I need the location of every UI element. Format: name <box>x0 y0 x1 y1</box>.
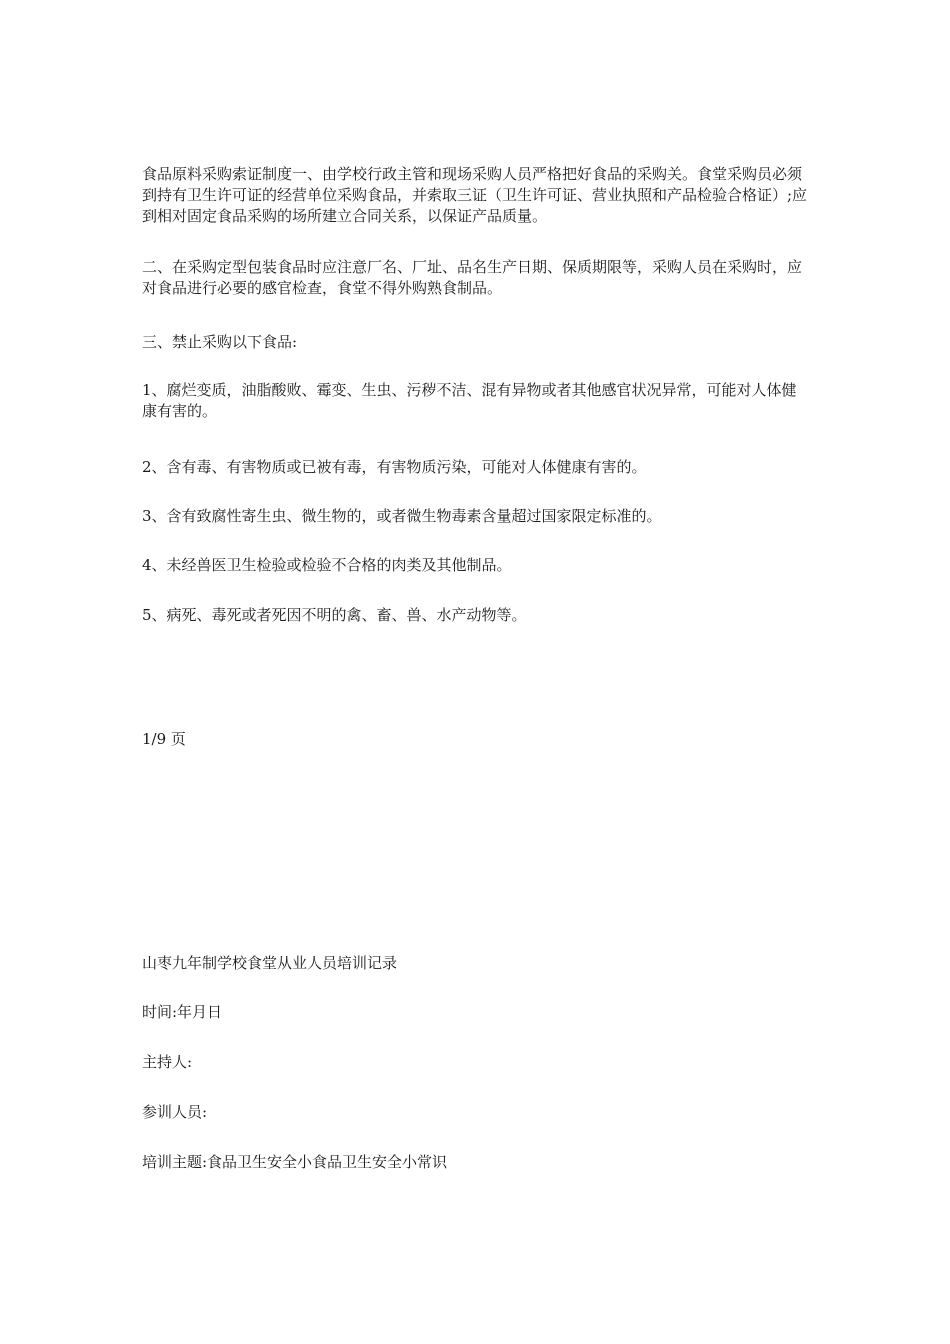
host-field: 主持人: <box>142 1053 193 1071</box>
training-topic-field: 培训主题:食品卫生安全小食品卫生安全小常识 <box>142 1153 448 1171</box>
prohibited-foods-heading: 三、禁止采购以下食品: <box>142 333 298 351</box>
prohibited-item-1: 1、腐烂变质，油脂酸败、霉变、生虫、污秽不洁、混有异物或者其他感官状况异常，可能对人体健康有害的。 <box>142 381 797 420</box>
procurement-policy-paragraph: 食品原料采购索证制度一、由学校行政主管和现场采购人员严格把好食品的采购关。食堂采购员必须到持有卫生许可证的经营单位采购食品，并索取三证（卫生许可证、营业执照和产品检验合格证）;应到相对固定食品采购的场所建立合同关系，以保证产品质量。 <box>142 165 808 225</box>
page-number: 1/9 页 <box>142 730 186 748</box>
prohibited-item-2: 2、含有毒、有害物质或已被有毒，有害物质污染，可能对人体健康有害的。 <box>142 458 647 476</box>
prohibited-item-3: 3、含有致腐性寄生虫、微生物的，或者微生物毒素含量超过国家限定标准的。 <box>142 507 662 525</box>
packaged-food-paragraph: 二、在采购定型包装食品时应注意厂名、厂址、品名生产日期、保质期限等，采购人员在采购时，应对食品进行必要的感官检查，食堂不得外购熟食制品。 <box>142 258 803 297</box>
prohibited-item-5: 5、病死、毒死或者死因不明的禽、畜、兽、水产动物等。 <box>142 606 527 624</box>
participants-field: 参训人员: <box>142 1103 208 1121</box>
training-time-field: 时间:年月日 <box>142 1003 223 1021</box>
training-record-title: 山枣九年制学校食堂从业人员培训记录 <box>142 954 398 972</box>
prohibited-item-4: 4、未经兽医卫生检验或检验不合格的肉类及其他制品。 <box>142 556 512 574</box>
